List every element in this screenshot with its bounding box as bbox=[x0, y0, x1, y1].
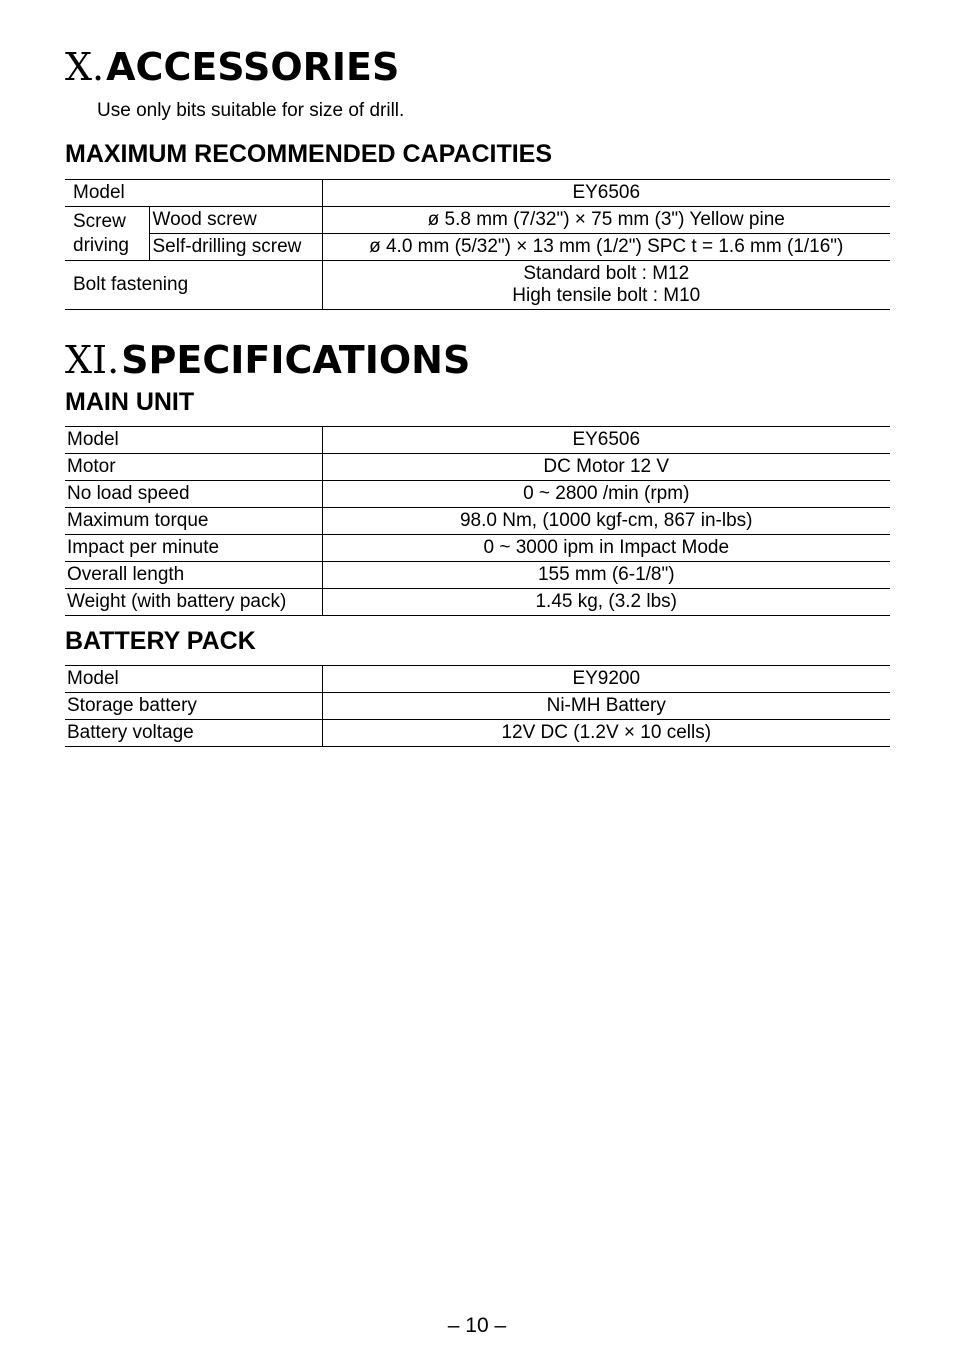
accessories-heading bbox=[65, 45, 400, 89]
table-row bbox=[65, 234, 890, 261]
spec-value: 1.45 kg, (3.2 lbs) bbox=[322, 589, 890, 616]
bolt-fastening-value bbox=[322, 261, 890, 310]
spec-value: Ni-MH Battery bbox=[322, 693, 890, 720]
table-row bbox=[65, 535, 890, 562]
screw-driving-label-line-2: driving bbox=[73, 234, 129, 256]
spec-value: EY6506 bbox=[322, 427, 890, 454]
screw-driving-label bbox=[65, 207, 149, 261]
spec-label: Maximum torque bbox=[65, 508, 322, 535]
capacities-heading: MAXIMUM RECOMMENDED CAPACITIES bbox=[65, 140, 553, 168]
capacities-table bbox=[65, 179, 890, 310]
self-drilling-label: Self-drilling screw bbox=[149, 234, 322, 261]
spec-value: 0 ~ 2800 /min (rpm) bbox=[322, 481, 890, 508]
spec-value: 155 mm (6-1/8") bbox=[322, 562, 890, 589]
table-row bbox=[65, 562, 890, 589]
table-row bbox=[65, 508, 890, 535]
self-drilling-value: ø 4.0 mm (5/32") × 13 mm (1/2") SPC t = 1.6 mm (1/16") bbox=[322, 234, 890, 261]
spec-value: DC Motor 12 V bbox=[322, 454, 890, 481]
table-row bbox=[65, 454, 890, 481]
accessories-intro: Use only bits suitable for size of drill. bbox=[97, 100, 405, 121]
table-row bbox=[65, 693, 890, 720]
spec-label: Model bbox=[65, 666, 322, 693]
main-unit-table bbox=[65, 426, 890, 616]
spec-label: Overall length bbox=[65, 562, 322, 589]
spec-value: 0 ~ 3000 ipm in Impact Mode bbox=[322, 535, 890, 562]
spec-label: Weight (with battery pack) bbox=[65, 589, 322, 616]
table-row bbox=[65, 666, 890, 693]
spec-label: Battery voltage bbox=[65, 720, 322, 747]
page-number: – 10 – bbox=[447, 1314, 507, 1337]
specifications-numeral: XI. bbox=[65, 338, 120, 382]
capacity-model-label: Model bbox=[65, 180, 322, 207]
screw-driving-label-line-1: Screw bbox=[73, 210, 126, 232]
spec-label: No load speed bbox=[65, 481, 322, 508]
bolt-value-line-1: Standard bolt : M12 bbox=[523, 263, 690, 284]
table-row bbox=[65, 180, 890, 207]
spec-value: 98.0 Nm, (1000 kgf-cm, 867 in-lbs) bbox=[322, 508, 890, 535]
table-row bbox=[65, 207, 890, 234]
spec-value: EY9200 bbox=[322, 666, 890, 693]
spec-value: 12V DC (1.2V × 10 cells) bbox=[322, 720, 890, 747]
spec-label: Impact per minute bbox=[65, 535, 322, 562]
table-row bbox=[65, 427, 890, 454]
bolt-fastening-label: Bolt fastening bbox=[65, 261, 322, 310]
battery-pack-table bbox=[65, 665, 890, 747]
specifications-title: SPECIFICATIONS bbox=[121, 338, 471, 382]
spec-label: Model bbox=[65, 427, 322, 454]
wood-screw-label: Wood screw bbox=[149, 207, 322, 234]
bolt-value-line-2: High tensile bolt : M10 bbox=[512, 285, 701, 306]
table-row bbox=[65, 481, 890, 508]
main-unit-heading: MAIN UNIT bbox=[65, 388, 195, 416]
specifications-heading bbox=[65, 338, 471, 382]
table-row bbox=[65, 261, 890, 310]
spec-label: Storage battery bbox=[65, 693, 322, 720]
wood-screw-value: ø 5.8 mm (7/32") × 75 mm (3") Yellow pine bbox=[322, 207, 890, 234]
spec-label: Motor bbox=[65, 454, 322, 481]
accessories-numeral: X. bbox=[65, 45, 105, 89]
battery-pack-heading: BATTERY PACK bbox=[65, 627, 256, 655]
table-row bbox=[65, 720, 890, 747]
accessories-title: ACCESSORIES bbox=[106, 45, 400, 89]
table-row bbox=[65, 589, 890, 616]
capacity-model-value: EY6506 bbox=[322, 180, 890, 207]
